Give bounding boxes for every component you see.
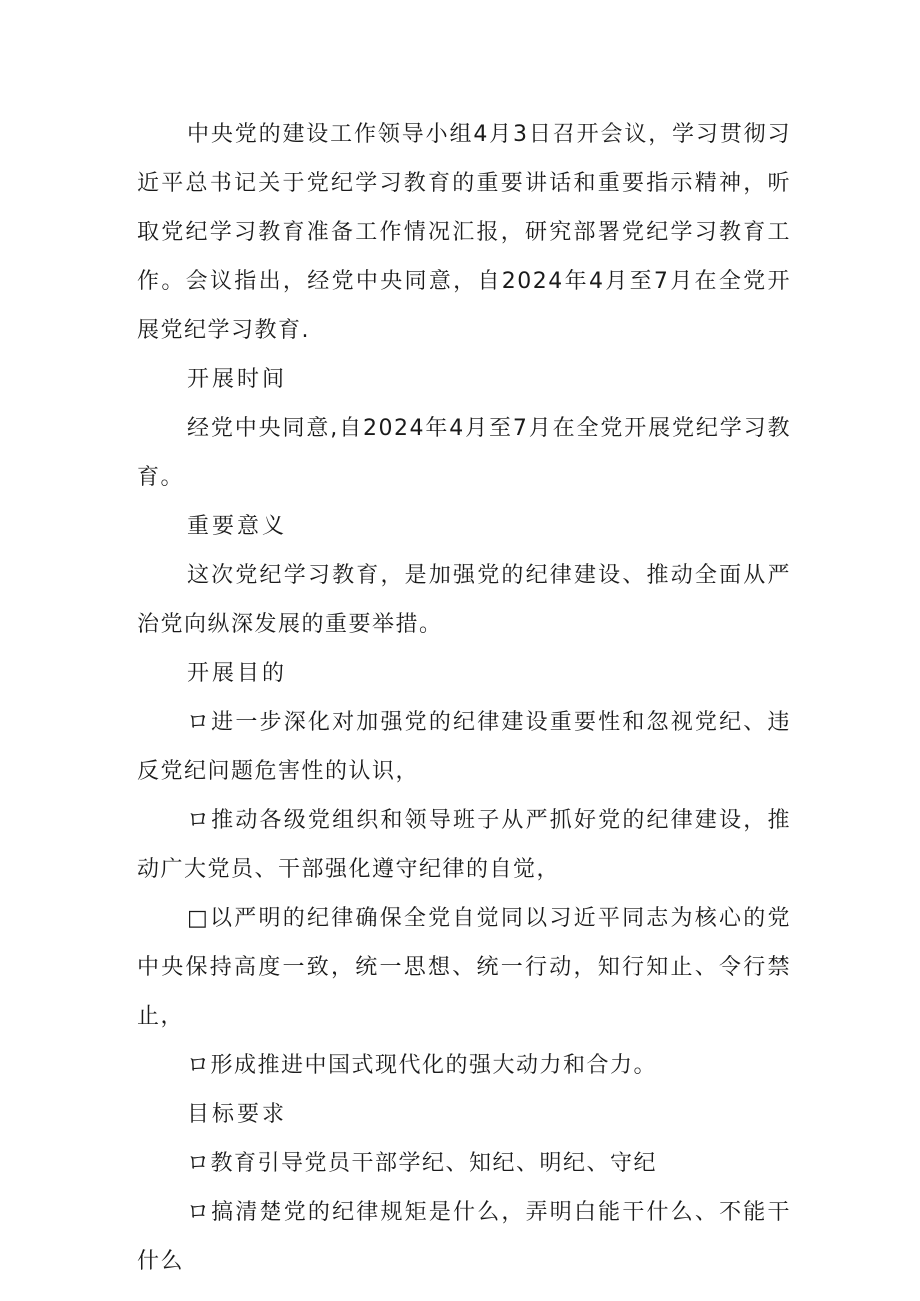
section-time-paragraph: 经党中央同意,自2024年4月至7月在全党开展党纪学习教育。 xyxy=(137,416,791,490)
goal-item: ロ搞清楚党的纪律规矩是什么，弄明白能干什么、不能干什么 xyxy=(137,1200,791,1274)
purpose-item: ロ进一步深化对加强党的纪律建设重要性和忽视党纪、违反党纪问题危害性的认识， xyxy=(137,710,791,784)
goal-item: ロ教育引导党员干部学纪、知纪、明纪、守纪 xyxy=(187,1151,658,1176)
section-significance-paragraph: 这次党纪学习教育，是加强党的纪律建设、推动全面从严治党向纵深发展的重要举措。 xyxy=(137,563,791,637)
purpose-item: ロ形成推进中国式现代化的强大动力和合力。 xyxy=(187,1053,658,1078)
document-body xyxy=(137,110,791,1286)
section-heading-significance: 重要意义 xyxy=(187,514,288,539)
section-heading-goals: 目标要求 xyxy=(187,1102,288,1127)
purpose-item: ロ推动各级党组织和领导班子从严抓好党的纪律建设，推动广大党员、干部强化遵守纪律的自觉， xyxy=(137,808,791,882)
purpose-item: □以严明的纪律确保全党自觉同以习近平同志为核心的党中央保持高度一致，统一思想、统一行动，知行知止、令行禁止， xyxy=(137,906,791,1029)
intro-paragraph: 中央党的建设工作领导小组4月3日召开会议，学习贯彻习近平总书记关于党纪学习教育的重要讲话和重要指示精神，听取党纪学习教育准备工作情况汇报，研究部署党纪学习教育工作。会议指出，经党中央同意，自2024年4月至7月在全党开展党纪学习教育. xyxy=(137,122,791,343)
section-heading-time: 开展时间 xyxy=(187,367,288,392)
section-heading-purpose: 开展目的 xyxy=(187,661,288,686)
